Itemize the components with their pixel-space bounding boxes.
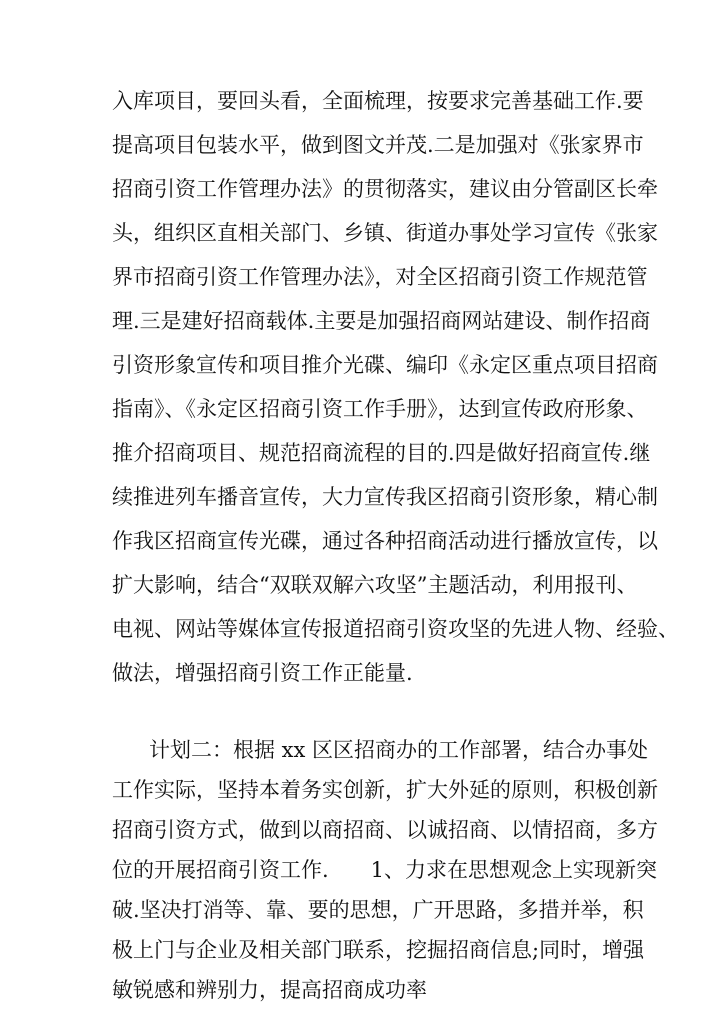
text-line: 作我区招商宣传光碟，通过各种招商活动进行播放宣传，以	[112, 529, 658, 553]
text-line: 敏锐感和辨别力，提高招商成功率	[112, 978, 427, 1002]
text-line: 引资形象宣传和项目推介光碟、编印《永定区重点项目招商	[112, 353, 658, 377]
text-line: 工作实际，坚持本着务实创新，扩大外延的原则，积极创新	[112, 778, 658, 802]
text-line: 头，组织区直相关部门、乡镇、街道办事处学习宣传《张家	[112, 221, 658, 245]
text-line: 入库项目，要回头看，全面梳理，按要求完善基础工作.要	[112, 89, 644, 113]
text-line: 推介招商项目、规范招商流程的目的.四是做好招商宣传.继	[112, 441, 651, 465]
text-line: 招商引资方式，做到以商招商、以诚招商、以情招商，多方	[112, 818, 658, 842]
text-line: 电视、网站等媒体宣传报道招商引资攻坚的先进人物、经验、	[112, 617, 679, 641]
text-line: 计划二：根据 xx 区区招商办的工作部署，结合办事处	[149, 738, 649, 762]
text-line: 理.三是建好招商载体.主要是加强招商网站建设、制作招商	[112, 309, 651, 333]
text-line: 位的开展招商引资工作. 1、力求在思想观念上实现新突	[112, 858, 658, 882]
text-line: 做法，增强招商引资工作正能量.	[112, 661, 413, 685]
text-line: 指南》、《永定区招商引资工作手册》，达到宣传政府形象、	[112, 397, 648, 421]
text-line: 续推进列车播音宣传，大力宣传我区招商引资形象，精心制	[112, 485, 658, 509]
text-line: 极上门与企业及相关部门联系，挖掘招商信息;同时，增强	[112, 938, 645, 962]
text-line: 招商引资工作管理办法》的贯彻落实，建议由分管副区长牵	[112, 177, 658, 201]
text-line: 界市招商引资工作管理办法》，对全区招商引资工作规范管	[112, 265, 648, 289]
text-line: 扩大影响，结合“双联双解六攻坚”主题活动，利用报刊、	[112, 573, 638, 597]
text-line-overflow	[0, 1000, 720, 1017]
text-line: 破.坚决打消等、靠、要的思想，广开思路，多措并举，积	[112, 898, 644, 922]
text-line: 提高项目包装水平，做到图文并茂.二是加强对《张家界市	[112, 133, 644, 157]
